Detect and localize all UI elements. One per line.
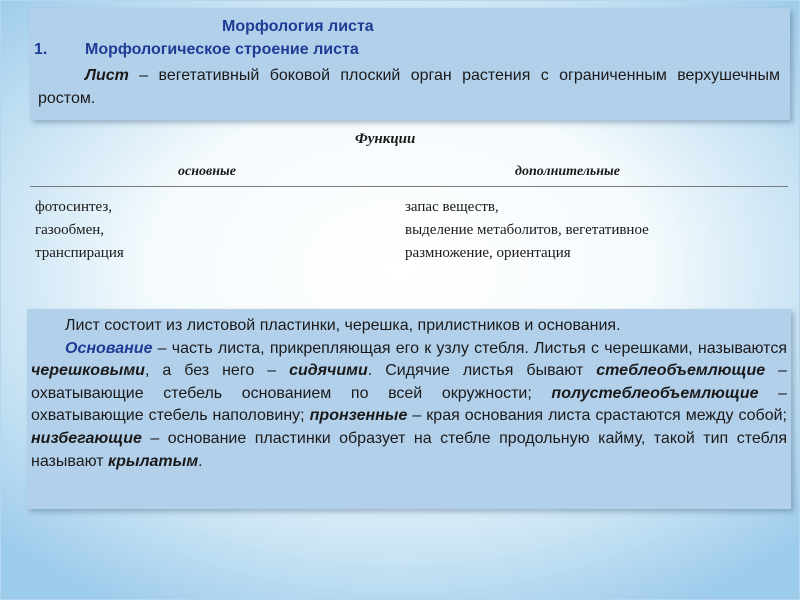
functions-extra-list [405, 196, 649, 265]
paragraph-base [31, 338, 787, 474]
term-perfoliate: пронзенные [309, 407, 408, 425]
text-segment: . [198, 452, 203, 470]
term-semi-amplexicaul: полустеблеобъемлющие [551, 384, 759, 402]
term-base: Основание [65, 339, 153, 357]
term-petiolate: черешковыми [31, 362, 145, 380]
leaf-definition [38, 64, 780, 110]
text-segment: – основание пластинки образует на стебле продольную кайму, такой тип стебля называют [31, 429, 787, 470]
term-amplexicaul: стеблеобъемлющие [596, 362, 766, 380]
list-item: фотосинтез, [35, 199, 113, 215]
text-segment: – края основания листа срастаются между собой; [407, 407, 788, 425]
page-title: Морфология листа [222, 18, 374, 35]
header-box [30, 8, 790, 120]
term-sessile: сидячими [289, 362, 368, 380]
list-item: запас веществ, [405, 199, 499, 215]
list-item: газообмен, [35, 222, 105, 238]
text-segment: – охватывающие стебель основанием по всей окружности; [31, 362, 787, 402]
term-winged: крылатым [108, 452, 199, 470]
leaf-structure-box [27, 309, 791, 509]
list-item: транспирация [35, 245, 124, 261]
functions-main-label: основные [178, 164, 236, 179]
text-segment: – часть листа, прикрепляющая его к узлу стебля. Листья с черешками, называются [152, 339, 787, 357]
functions-main-list [35, 196, 124, 265]
list-item: выделение метаболитов, вегетативное [405, 222, 649, 238]
definition-term: Лист [85, 67, 129, 84]
list-item: размножение, ориентация [405, 245, 571, 261]
definition-text: – вегетативный боковой плоский орган растения с ограниченным верхушечным ростом. [38, 67, 780, 107]
term-decurrent: низбегающие [31, 429, 142, 447]
section-heading: Морфологическое строение листа [85, 41, 359, 58]
paragraph-structure: Лист состоит из листовой пластинки, черешка, прилистников и основания. [65, 317, 621, 334]
section-number: 1. [34, 41, 48, 58]
functions-title: Функции [355, 131, 416, 147]
leaf-structure-text [31, 315, 787, 473]
text-segment: , а без него – [144, 362, 290, 380]
functions-divider [30, 186, 788, 187]
text-segment: . Сидячие листья бывают [367, 362, 597, 380]
text-segment: – охватывающие стебель наполовину; [31, 384, 787, 425]
functions-extra-label: дополнительные [515, 164, 620, 179]
